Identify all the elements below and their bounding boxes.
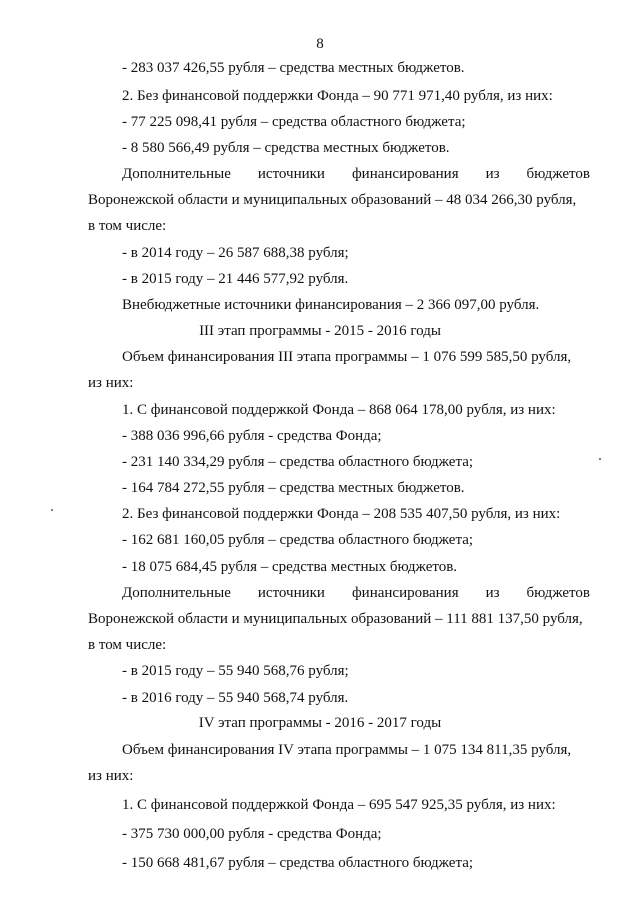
text-line: 1. С финансовой поддержкой Фонда – 695 547 925,35 рубля, из них: bbox=[122, 797, 556, 813]
word: источники bbox=[257, 585, 325, 601]
scan-speck bbox=[51, 509, 53, 511]
word: из bbox=[485, 166, 500, 182]
text-line: - 388 036 996,66 рубля - средства Фонда; bbox=[122, 428, 382, 444]
justified-line bbox=[122, 164, 590, 184]
text-line: - в 2016 году – 55 940 568,74 рубля. bbox=[122, 690, 349, 706]
text-line: из них: bbox=[88, 375, 134, 391]
section-heading: IV этап программы - 2016 - 2017 годы bbox=[198, 715, 442, 731]
text-line: из них: bbox=[88, 768, 134, 784]
word: Дополнительные bbox=[122, 166, 231, 182]
text-line: - в 2014 году – 26 587 688,38 рубля; bbox=[122, 245, 349, 261]
text-line: Объем финансирования IV этапа программы – 1 075 134 811,35 рубля, bbox=[122, 742, 572, 758]
text-line: - 164 784 272,55 рубля – средства местных бюджетов. bbox=[122, 480, 465, 496]
text-line: 1. С финансовой поддержкой Фонда – 868 064 178,00 рубля, из них: bbox=[122, 402, 556, 418]
text-line: - в 2015 году – 21 446 577,92 рубля. bbox=[122, 271, 349, 287]
text-line: - 150 668 481,67 рубля – средства областного бюджета; bbox=[122, 855, 474, 871]
text-line: - 18 075 684,45 рубля – средства местных бюджетов. bbox=[122, 559, 458, 575]
text-line: - 77 225 098,41 рубля – средства областного бюджета; bbox=[122, 114, 466, 130]
word: источники bbox=[257, 166, 325, 182]
text-line: - 283 037 426,55 рубля – средства местных бюджетов. bbox=[122, 60, 465, 76]
word: Дополнительные bbox=[122, 585, 231, 601]
word: из bbox=[485, 585, 500, 601]
text-line: Объем финансирования III этапа программы – 1 076 599 585,50 рубля, bbox=[122, 349, 572, 365]
word: бюджетов bbox=[526, 166, 590, 182]
section-heading: III этап программы - 2015 - 2016 годы bbox=[199, 323, 441, 339]
text-line: Внебюджетные источники финансирования – 2 366 097,00 рубля. bbox=[122, 297, 540, 313]
justified-line bbox=[122, 583, 590, 603]
text-line: в том числе: bbox=[88, 218, 167, 234]
text-line: - в 2015 году – 55 940 568,76 рубля; bbox=[122, 663, 349, 679]
word: бюджетов bbox=[526, 585, 590, 601]
text-line: - 8 580 566,49 рубля – средства местных бюджетов. bbox=[122, 140, 450, 156]
text-line: Воронежской области и муниципальных образований – 48 034 266,30 рубля, bbox=[88, 192, 577, 208]
text-line: 2. Без финансовой поддержки Фонда – 208 535 407,50 рубля, из них: bbox=[122, 506, 561, 522]
text-line: - 231 140 334,29 рубля – средства областного бюджета; bbox=[122, 454, 474, 470]
word: финансирования bbox=[351, 166, 459, 182]
text-line: - 375 730 000,00 рубля - средства Фонда; bbox=[122, 826, 382, 842]
scan-speck bbox=[599, 458, 601, 460]
text-line: - 162 681 160,05 рубля – средства областного бюджета; bbox=[122, 532, 474, 548]
text-line: в том числе: bbox=[88, 637, 167, 653]
text-line: Воронежской области и муниципальных образований – 111 881 137,50 рубля, bbox=[88, 611, 583, 627]
word: финансирования bbox=[351, 585, 459, 601]
page-number: 8 bbox=[316, 36, 324, 52]
text-line: 2. Без финансовой поддержки Фонда – 90 771 971,40 рубля, из них: bbox=[122, 88, 553, 104]
